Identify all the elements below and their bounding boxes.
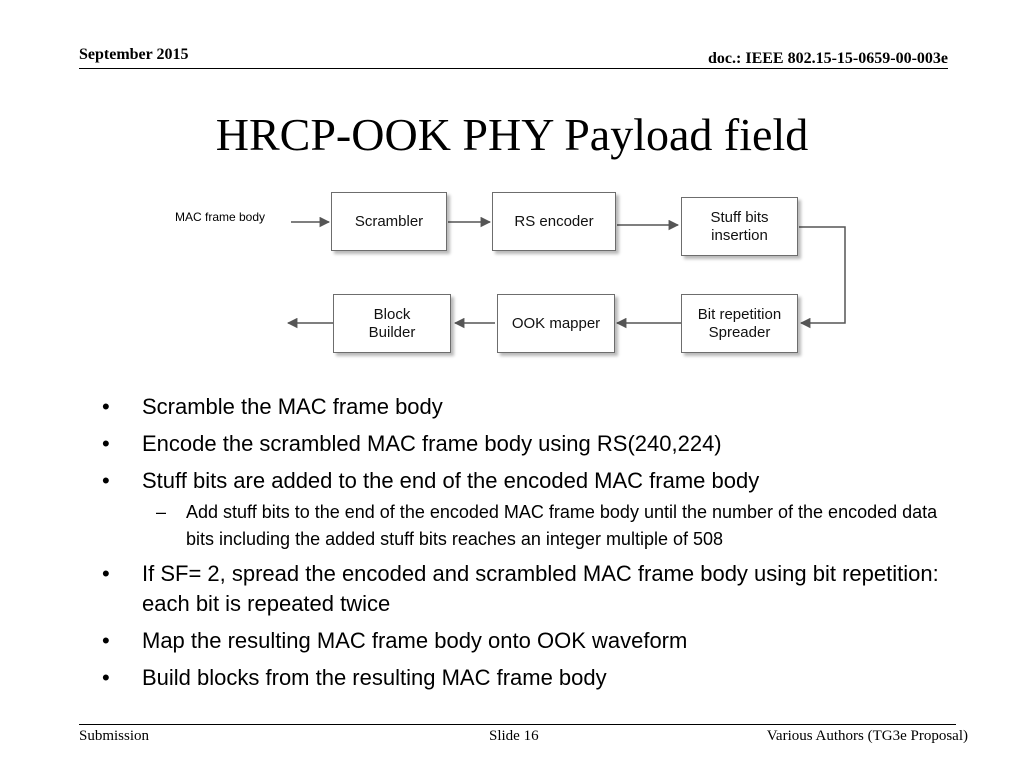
block-builder-block [333,294,451,353]
bit-repetition-label-line1: Bit repetition [697,305,782,323]
bit-repetition-spreader-block [681,294,798,353]
bullet-item: • Build blocks from the resulting MAC frame body [100,663,970,693]
footer-slide-number: Slide 16 [489,728,539,744]
bullet-item: • Encode the scrambled MAC frame body using RS(240,224) [100,429,970,459]
bullet-item: • Stuff bits are added to the end of the encoded MAC frame body [100,466,970,496]
bullet-list [100,392,970,700]
stuff-bits-label-line1: Stuff bits [710,208,769,226]
slide-title: HRCP-OOK PHY Payload field [215,109,809,160]
rs-encoder-label: RS encoder [514,212,594,230]
header-doc-id: doc.: IEEE 802.15-15-0659-00-003e [708,50,948,67]
scrambler-label: Scrambler [354,212,424,230]
mac-frame-body-label: MAC frame body [175,210,266,224]
stuff-bits-insertion-block [681,197,798,256]
block-builder-label-line1: Block [373,305,411,323]
bit-repetition-label-line2: Spreader [708,323,771,341]
ook-mapper-block [497,294,615,353]
block-builder-label-line2: Builder [368,323,416,341]
header-date: September 2015 [79,46,189,63]
ook-mapper-label: OOK mapper [511,314,601,332]
sub-bullet-item: – Add stuff bits to the end of the encoded MAC frame body until the number of the encoded data bits including the added stuff bits reaches an integer multiple of 508 [100,499,970,553]
scrambler-block [331,192,447,251]
rs-encoder-block [492,192,616,251]
bullet-item: • If SF= 2, spread the encoded and scrambled MAC frame body using bit repetition: each bit is repeated twice [100,559,970,619]
arrow-stuff-to-bitrep [799,227,845,323]
footer-submission: Submission [79,728,150,744]
footer-authors: Various Authors (TG3e Proposal) [766,728,968,744]
bullet-item: • Map the resulting MAC frame body onto OOK waveform [100,626,970,656]
bullet-item: • Scramble the MAC frame body [100,392,970,422]
footer-divider [79,724,956,725]
stuff-bits-label-line2: insertion [711,226,768,244]
